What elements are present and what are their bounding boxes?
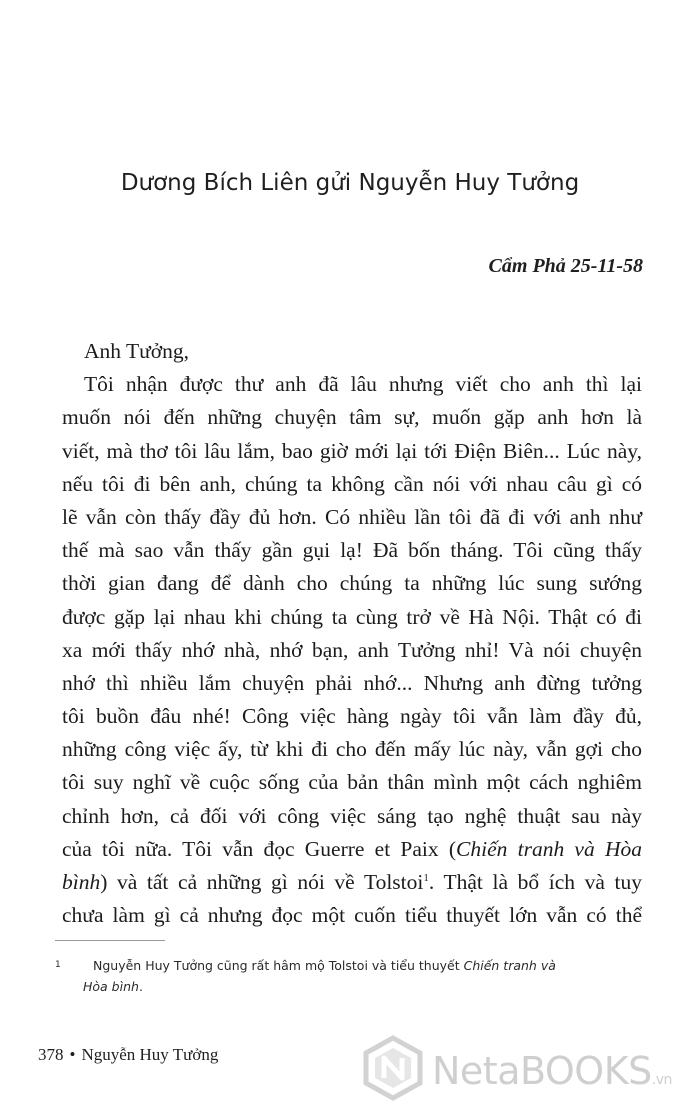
footnote-italic: Hòa bình (83, 979, 139, 994)
footnote-line (93, 955, 655, 976)
body-line: chưa làm gì cả nhưng đọc một cuốn tiểu thuyết lớn vẫn có thể (62, 903, 642, 928)
letter-dateline: Cẩm Phả 25-11-58 (488, 255, 643, 277)
page-number: 378 (38, 1045, 64, 1064)
letter-body (62, 335, 642, 932)
body-line: chỉnh hơn, cả đối với công việc sáng tạo nghệ thuật sau này (62, 803, 642, 828)
footnote-italic: Chiến tranh và (463, 958, 556, 973)
footnote-text: Nguyễn Huy Tưởng cũng rất hâm mộ Tolstoi và tiểu thuyết (93, 958, 464, 973)
body-line: tôi suy nghĩ về cuộc sống của bản thân mình một cách nghiêm (62, 770, 642, 795)
body-text: ) và tất cả những gì nói về Tolstoi (100, 870, 424, 894)
body-line: tôi buồn đâu nhé! Công việc hàng ngày tôi vẫn làm đầy đủ, (62, 704, 642, 729)
running-head: Nguyễn Huy Tưởng (81, 1045, 219, 1064)
footnote-line (83, 976, 655, 997)
netabooks-watermark (360, 1035, 700, 1105)
separator-bullet: • (69, 1045, 76, 1064)
body-line: lẽ vẫn còn thấy đầy đủ hơn. Có nhiều lần tôi đã đi với anh như (62, 504, 642, 529)
footnote (55, 955, 655, 997)
watermark-brand (432, 1049, 672, 1093)
book-title-italic: bình (62, 870, 101, 894)
body-line (62, 866, 642, 899)
watermark-suffix: .vn (651, 1072, 672, 1088)
body-line: Tôi nhận được thư anh đã lâu nhưng viết cho anh thì lại (84, 372, 642, 397)
body-line: những công việc ấy, từ khi đi cho đến mấy lúc này, vẫn gợi cho (62, 737, 642, 762)
salutation: Anh Tưởng, (84, 339, 190, 363)
body-line (62, 833, 642, 866)
body-text: . Thật là bổ ích và tuy (428, 870, 643, 894)
body-line: được gặp lại nhau khi chúng ta cùng trở về Hà Nội. Thật có đi (62, 604, 642, 629)
page-footer (38, 1045, 218, 1065)
body-line: viết, mà thơ tôi lâu lắm, bao giờ mới lại tới Điện Biên... Lúc này, (62, 438, 642, 463)
netabooks-logo-icon (360, 1035, 426, 1101)
body-line: xa mới thấy nhớ nhà, nhớ bạn, anh Tưởng nhỉ! Và nói chuyện (62, 637, 642, 662)
book-title-italic: Chiến tranh và Hòa (456, 836, 642, 861)
body-text: của tôi nữa. Tôi vẫn đọc Guerre et Paix ( (62, 836, 457, 861)
footnote-ref[interactable]: 1 (423, 871, 429, 884)
footnote-mark: 1 (55, 960, 61, 970)
footnote-divider (55, 940, 165, 941)
body-line: muốn nói đến những chuyện tâm sự, muốn gặp anh hơn là (62, 405, 642, 430)
watermark-brand-text: NetaBOOKS (432, 1049, 652, 1093)
body-line: thế mà sao vẫn thấy gần gụi lạ! Đã bốn tháng. Tôi cũng thấy (62, 538, 642, 563)
body-line: thời gian đang để dành cho chúng ta những lúc sung sướng (62, 571, 642, 596)
body-line: nhớ thì nhiều lắm chuyện phải nhớ... Nhưng anh đừng tưởng (62, 670, 642, 695)
body-line: nếu tôi đi bên anh, chúng ta không cần nói với nhau câu gì có (62, 471, 642, 496)
footnote-end: . (138, 979, 143, 994)
letter-title: Dương Bích Liên gửi Nguyễn Huy Tưởng (120, 170, 580, 196)
